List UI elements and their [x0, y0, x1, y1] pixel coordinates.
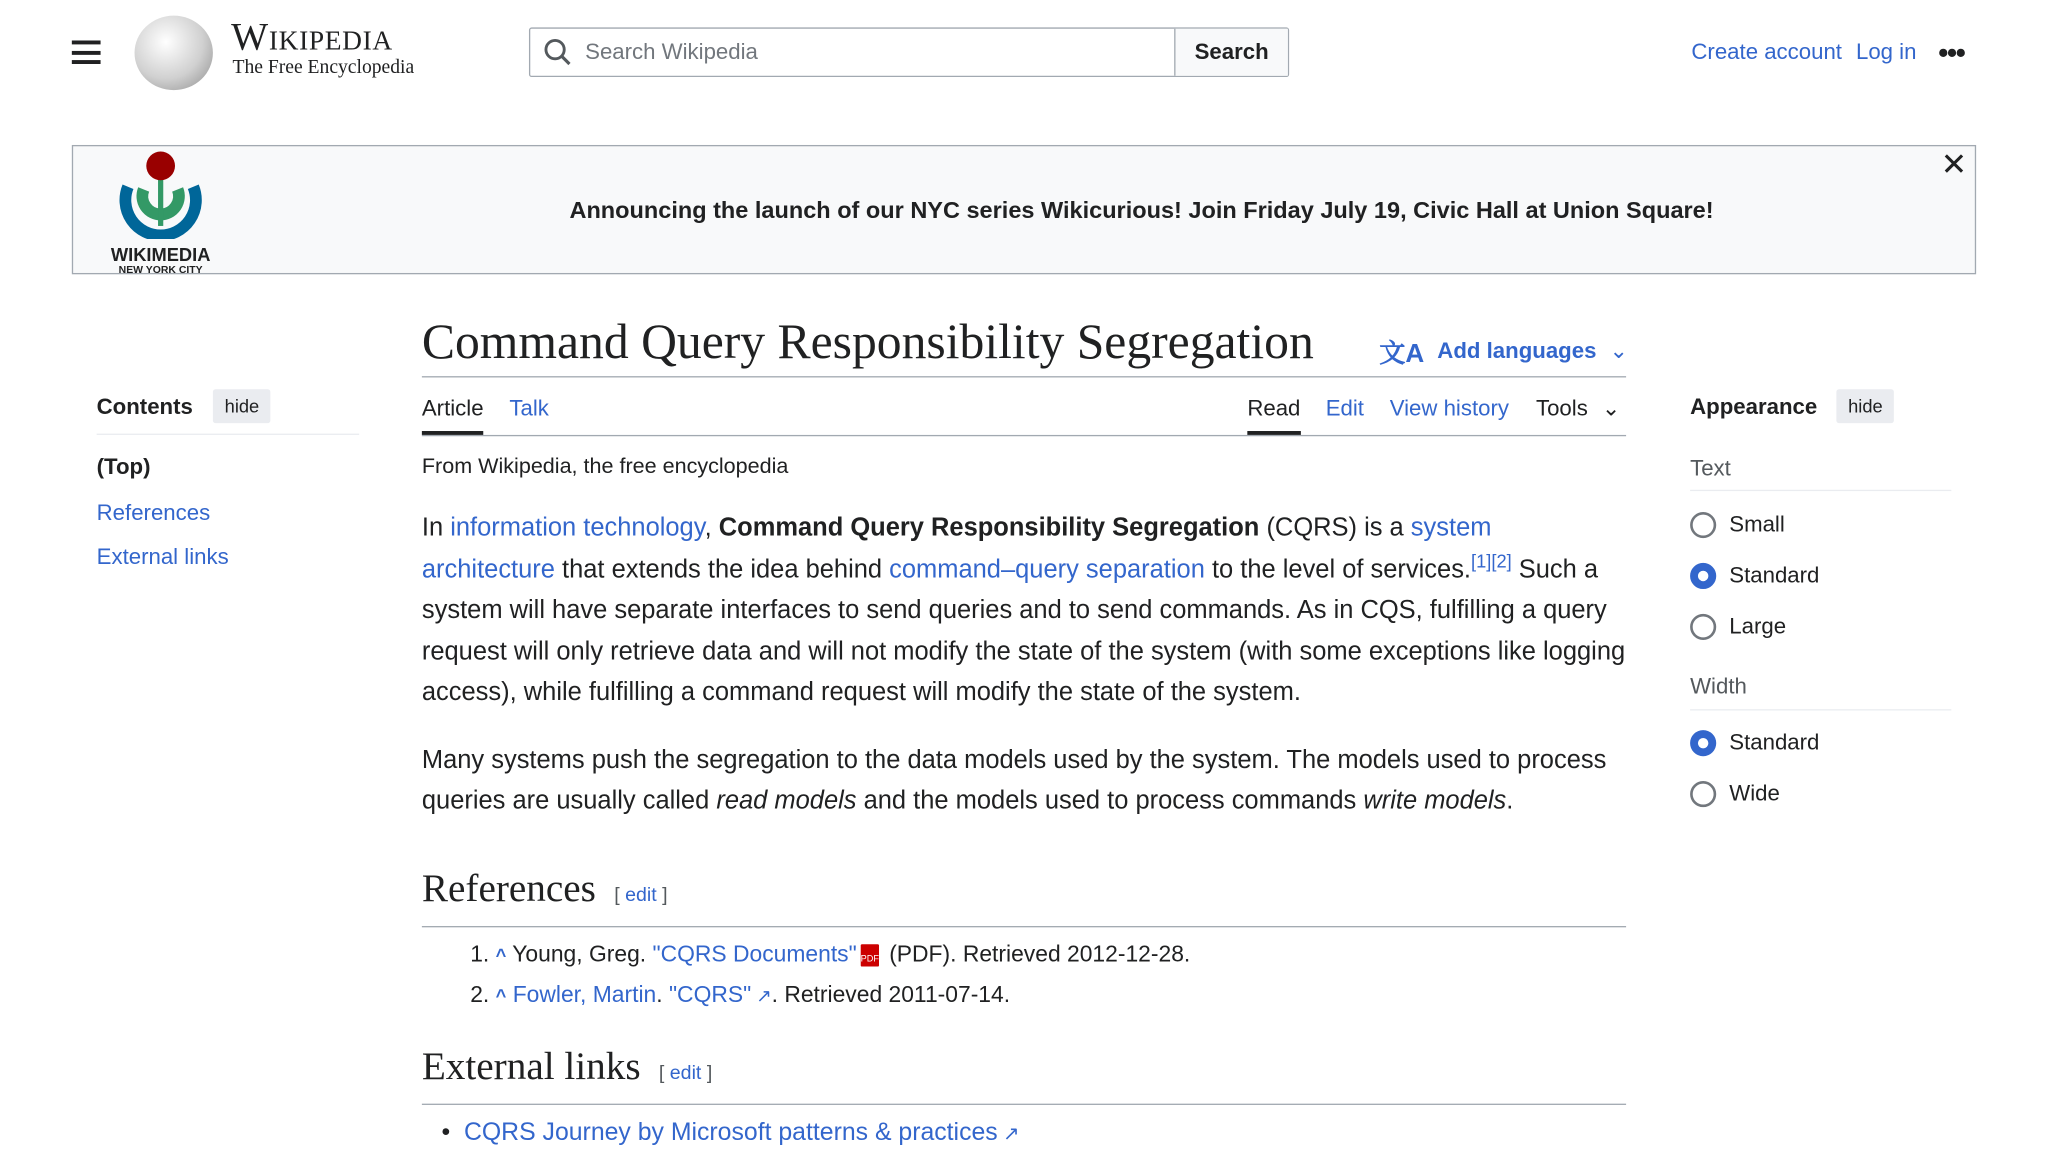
fowler-martin-link[interactable]: Fowler, Martin — [512, 980, 657, 1008]
radio-icon — [1690, 512, 1716, 538]
appearance-hide-button[interactable]: hide — [1836, 389, 1894, 423]
log-in-link[interactable]: Log in — [1855, 39, 1917, 64]
search-input[interactable] — [530, 29, 1174, 76]
text-size-label: Text — [1690, 455, 1731, 481]
tab-article[interactable]: Article — [422, 396, 484, 435]
radio-icon — [1690, 781, 1716, 807]
citation-2[interactable]: [2] — [1491, 549, 1512, 571]
tab-edit[interactable]: Edit — [1325, 395, 1364, 421]
tab-view-history[interactable]: View history — [1389, 395, 1509, 421]
references-heading: References [ edit ] — [421, 867, 668, 911]
radio-selected-icon — [1690, 563, 1716, 589]
page-title: Command Query Responsibility Segregation — [421, 314, 1314, 370]
cqrs-link[interactable]: "CQRS" — [668, 980, 752, 1008]
link-information-technology[interactable]: information technology — [450, 513, 705, 543]
radio-label: Small — [1729, 511, 1785, 537]
width-wide-radio[interactable] — [1690, 781, 1780, 807]
wikimedia-logo-text: WIKIMEDIA — [110, 244, 211, 266]
pdf-icon: PDF — [861, 944, 879, 966]
wikipedia-wordmark[interactable]: Wikipedia — [231, 15, 393, 59]
width-label: Width — [1690, 673, 1747, 699]
tab-talk[interactable]: Talk — [509, 395, 549, 421]
add-languages-label: Add languages — [1437, 337, 1597, 363]
more-options-icon[interactable]: ••• — [1938, 36, 1965, 70]
citation-1[interactable]: [1] — [1471, 549, 1492, 571]
search-icon — [543, 38, 572, 67]
close-icon[interactable]: ✕ — [1940, 147, 1967, 183]
external-links-heading: External links [ edit ] — [421, 1044, 713, 1088]
appearance-title: Appearance — [1690, 394, 1818, 420]
text-size-large-radio[interactable] — [1690, 614, 1786, 640]
backlink-caret[interactable]: ^ — [495, 944, 507, 966]
chevron-down-icon: ⌄ — [1601, 395, 1621, 421]
banner-message: Announcing the launch of our NYC series Wikicurious! Join Friday July 19, Civic Hall at Union Square! — [569, 197, 1714, 224]
radio-label: Large — [1729, 613, 1787, 639]
wikimedia-logo-subtext: NEW YORK CITY — [118, 263, 203, 276]
language-icon: 文A — [1379, 339, 1425, 369]
create-account-link[interactable]: Create account — [1691, 39, 1842, 64]
link-system-architecture[interactable]: system architecture — [421, 513, 1492, 584]
toc-item-top[interactable]: (Top) — [96, 454, 151, 480]
edit-external-links-link[interactable]: edit — [669, 1061, 702, 1085]
search-form — [529, 27, 1289, 77]
backlink-caret[interactable]: ^ — [495, 984, 507, 1006]
radio-label: Standard — [1729, 562, 1820, 588]
wikipedia-globe-logo[interactable] — [135, 16, 213, 90]
radio-icon — [1690, 614, 1716, 640]
edit-references-link[interactable]: edit — [625, 884, 657, 907]
cqrs-journey-link[interactable]: CQRS Journey by Microsoft patterns & practices — [463, 1119, 998, 1147]
external-link-icon: ↗ — [751, 984, 772, 1006]
width-standard-radio[interactable] — [1690, 730, 1819, 756]
external-link-item: • CQRS Journey by Microsoft patterns & practices ↗ — [441, 1119, 1020, 1147]
external-link-icon: ↗ — [997, 1123, 1020, 1146]
toc-item-external-links[interactable]: External links — [96, 544, 229, 570]
main-menu-button[interactable] — [72, 40, 101, 64]
toc-hide-button[interactable]: hide — [213, 389, 271, 423]
search-button[interactable]: Search — [1174, 29, 1288, 76]
wikimedia-logo-icon — [115, 150, 206, 239]
radio-label: Standard — [1729, 730, 1820, 755]
search-placeholder: Search Wikipedia — [585, 39, 758, 64]
paragraph: Many systems push the segregation to the data models used by the system. The models used to process queries are usually called read models and the models used to process commands write models. — [421, 745, 1607, 816]
tools-label: Tools — [1535, 395, 1588, 421]
radio-selected-icon — [1690, 730, 1716, 756]
toc-item-references[interactable]: References — [96, 500, 211, 526]
toc-title: Contents — [96, 394, 193, 420]
text-size-small-radio[interactable] — [1690, 512, 1785, 538]
article-tagline: From Wikipedia, the free encyclopedia — [421, 454, 789, 479]
text-size-standard-radio[interactable] — [1690, 563, 1819, 589]
reference-2: 2. ^ Fowler, Martin. "CQRS" ↗. Retrieved 2011-07-14. — [470, 980, 1011, 1008]
radio-label: Wide — [1729, 781, 1780, 806]
paragraph: In information technology, Command Query Responsibility Segregation (CQRS) is a system architecture that extends the idea behind command–query separation to the level of services.[1][2] Such a system will have separate interfaces to send queries and to send commands. As in CQS, fulfilling a query request will only retrieve data and will not modify the state of the system (with some exceptions like logging access), while fulfilling a command request will modify the state of the system. — [421, 513, 1626, 707]
site-notice-banner — [72, 145, 1976, 274]
reference-1: 1. ^ Young, Greg. "CQRS Documents" PDF (PDF). Retrieved 2012-12-28. — [470, 940, 1191, 967]
chevron-down-icon: ⌄ — [1609, 337, 1629, 363]
link-command-query-separation[interactable]: command–query separation — [889, 554, 1205, 584]
cqrs-documents-link[interactable]: "CQRS Documents" — [652, 940, 857, 967]
add-languages-button[interactable] — [1379, 332, 1628, 370]
tools-menu[interactable] — [1536, 396, 1620, 422]
wikipedia-tagline: The Free Encyclopedia — [232, 57, 415, 79]
tab-read[interactable]: Read — [1247, 396, 1300, 435]
article-body — [422, 508, 1626, 848]
